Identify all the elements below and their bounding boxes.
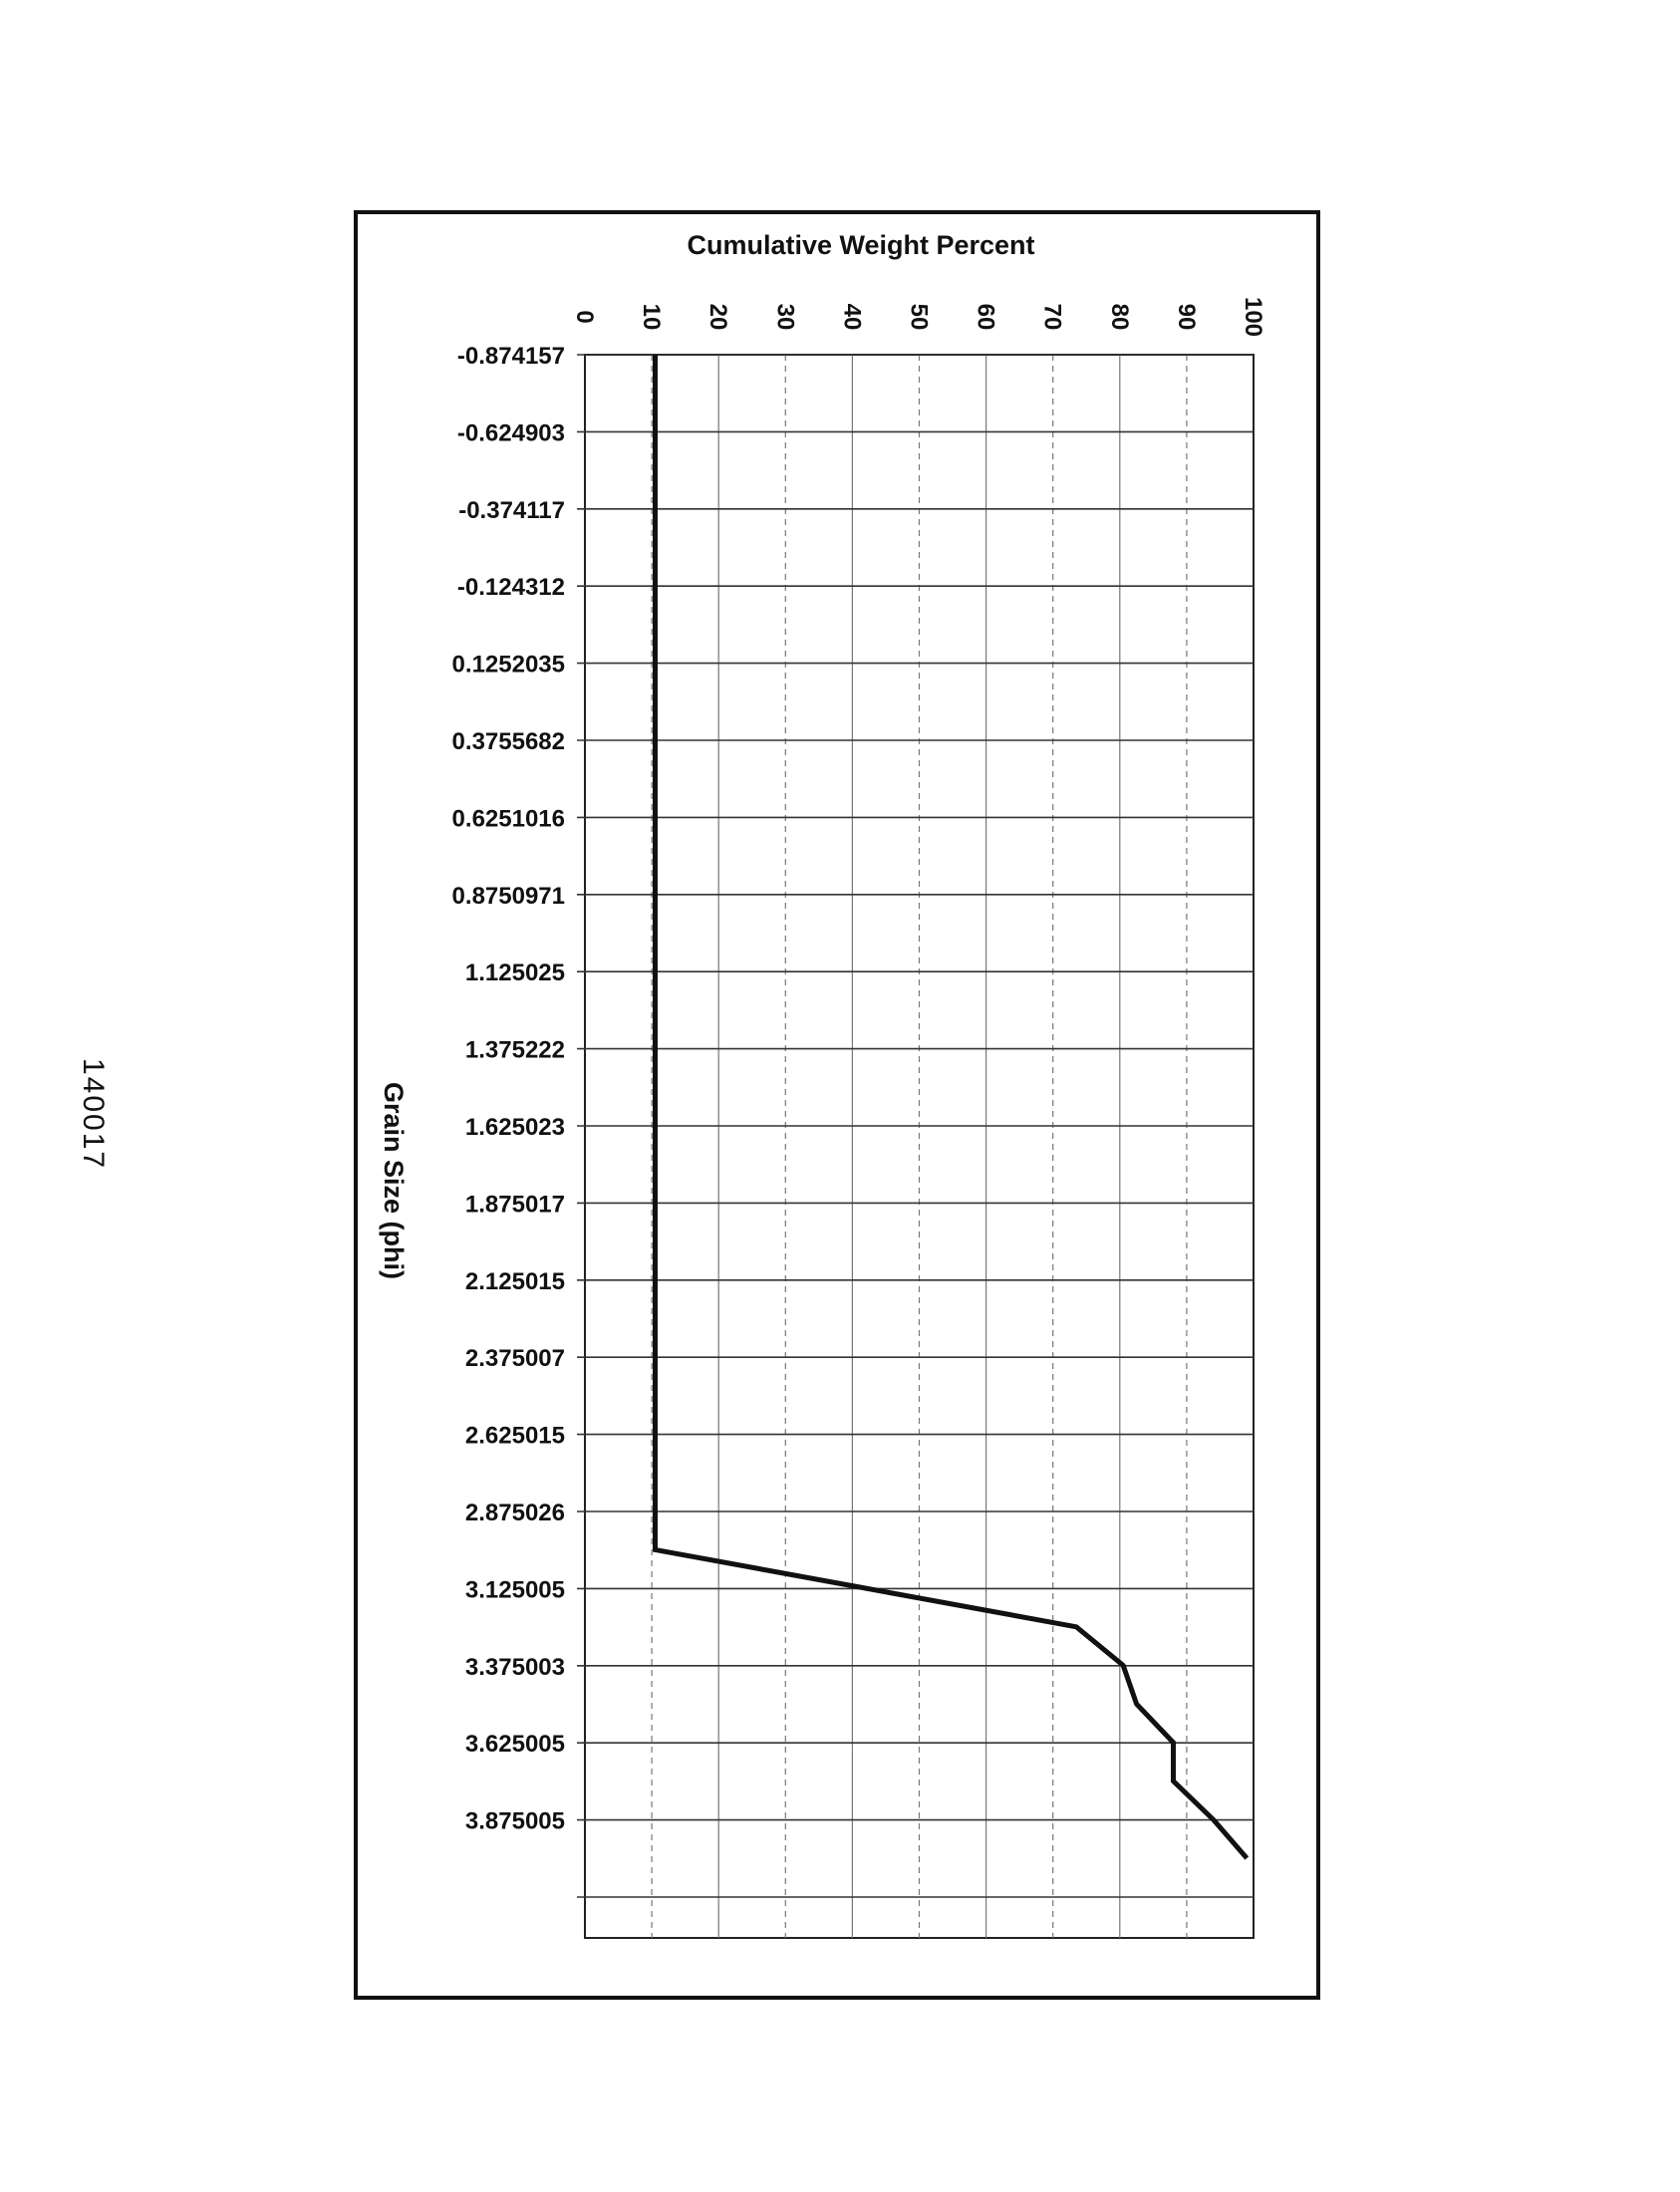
- y-tick-label: 1.375222: [464, 1036, 565, 1064]
- y-tick-label: 0.6251016: [451, 805, 565, 833]
- x-tick-label: 50: [905, 303, 933, 331]
- y-tick-label: -0.124312: [456, 574, 565, 602]
- x-tick-label: 80: [1105, 303, 1133, 331]
- x-tick-label: 90: [1172, 303, 1200, 331]
- y-tick-label: 1.875017: [464, 1191, 565, 1219]
- y-tick-label: 1.625023: [464, 1114, 565, 1141]
- x-tick-label: 20: [704, 303, 732, 331]
- x-tick-label: 60: [972, 303, 999, 331]
- y-tick-label: 2.875026: [464, 1500, 565, 1526]
- y-axis-title: Grain Size (phi): [379, 1081, 409, 1280]
- y-tick-label: -0.374117: [458, 496, 565, 524]
- y-tick-label: 0.3755682: [451, 728, 565, 755]
- x-axis-title: Cumulative Weight Percent: [687, 230, 1035, 260]
- y-tick-label: -0.874157: [456, 343, 565, 370]
- grid-layer: [577, 355, 1254, 1938]
- y-tick-label: 3.375003: [464, 1653, 565, 1681]
- y-tick-label: 3.875005: [464, 1807, 565, 1835]
- y-tick-labels: [452, 343, 565, 1835]
- x-tick-label: 30: [771, 303, 799, 331]
- y-tick-label: 2.625015: [464, 1422, 565, 1450]
- x-tick-label: 0: [571, 310, 598, 324]
- y-tick-label: 0.8750971: [451, 882, 565, 910]
- x-tick-labels: [571, 297, 1266, 337]
- x-tick-label: 100: [1240, 296, 1266, 338]
- y-tick-label: 2.125015: [464, 1267, 565, 1295]
- series-line: [656, 355, 1248, 1858]
- document-id-number: 140017: [77, 1057, 110, 1171]
- y-tick-label: 3.625005: [464, 1731, 565, 1759]
- y-tick-label: 1.125025: [464, 959, 565, 987]
- x-tick-label: 10: [638, 303, 666, 331]
- y-tick-label: 2.375007: [464, 1345, 565, 1373]
- y-tick-label: 0.1252035: [451, 651, 565, 679]
- x-tick-label: 70: [1038, 303, 1066, 331]
- y-tick-label: 3.125005: [464, 1576, 565, 1604]
- series-line-layer: [655, 355, 1247, 1858]
- y-tick-label: -0.624903: [456, 419, 565, 447]
- x-tick-label: 40: [838, 303, 866, 331]
